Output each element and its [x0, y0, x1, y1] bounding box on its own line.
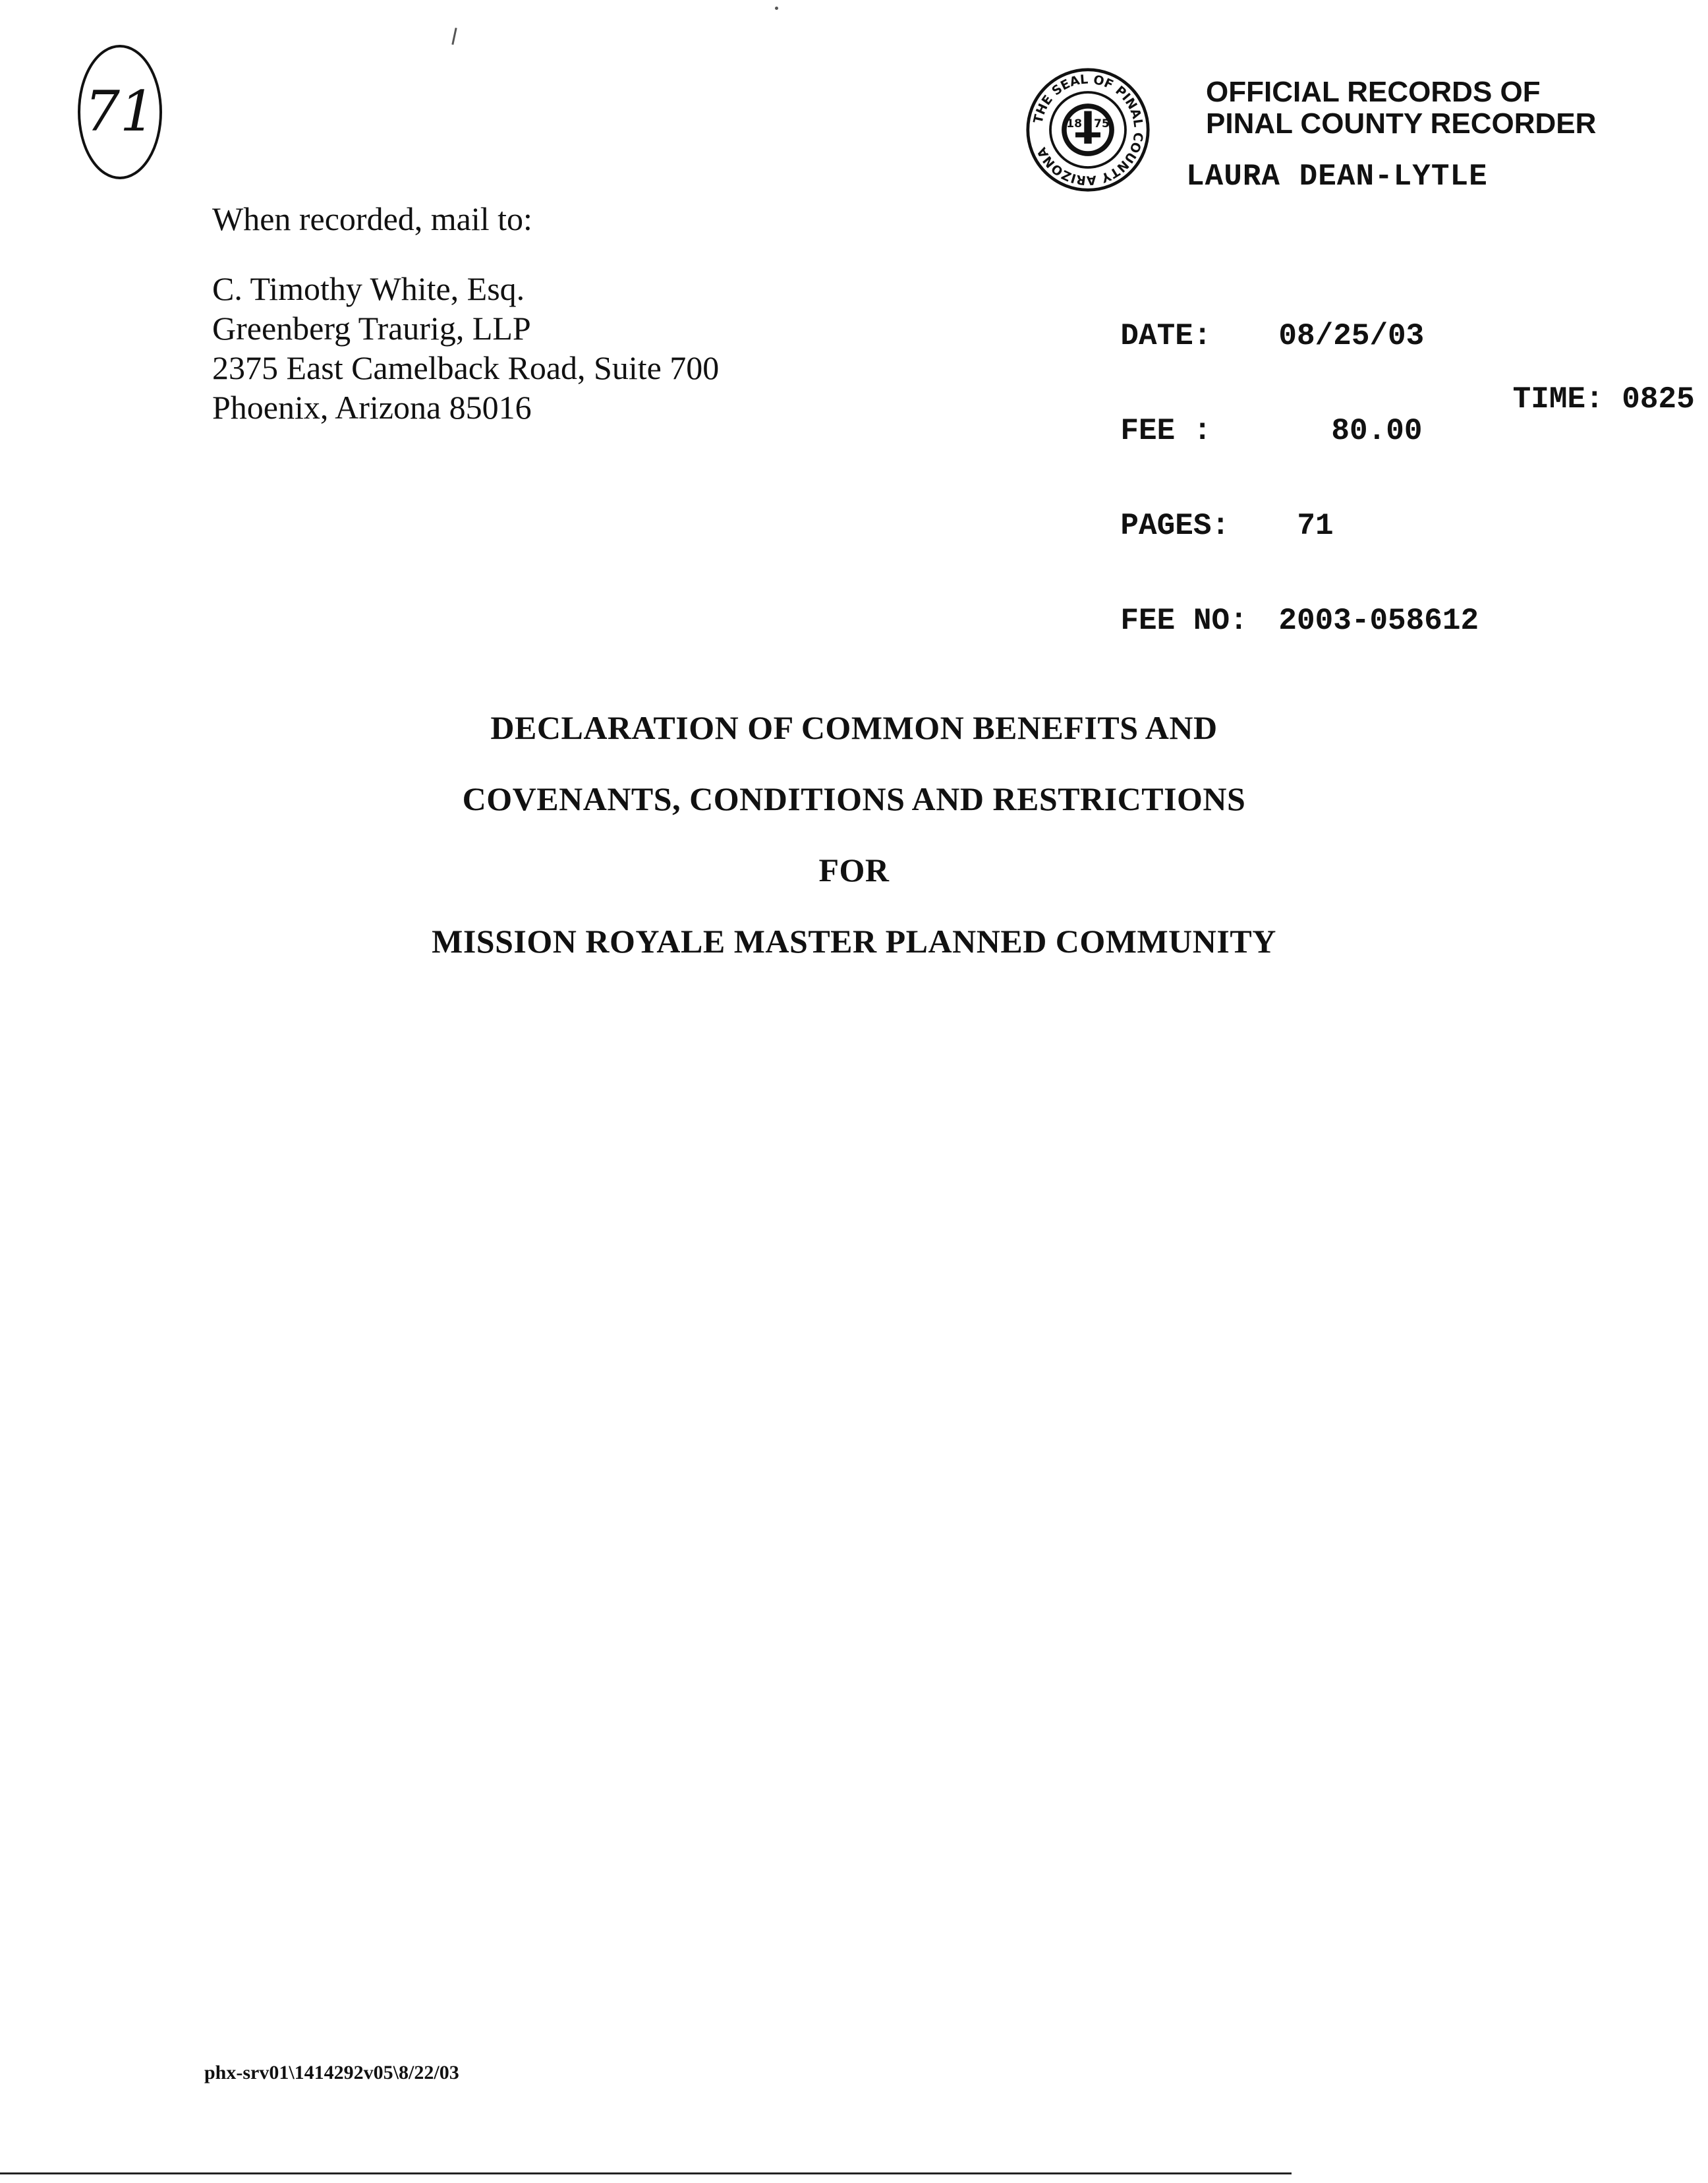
fee-no-row [1048, 573, 1479, 638]
mail-to-line: Phoenix, Arizona 85016 [212, 389, 532, 426]
recorder-title [1206, 76, 1596, 140]
seal-year-right: 75 [1094, 117, 1110, 131]
mail-to-line: C. Timothy White, Esq. [212, 270, 525, 307]
document-title [0, 692, 1708, 977]
time-label: TIME: [1512, 382, 1604, 417]
recording-info [1048, 225, 1695, 638]
pinal-county-seal [1025, 67, 1151, 192]
recorder-title-line: OFFICIAL RECORDS OF [1206, 76, 1541, 108]
title-line: MISSION ROYALE MASTER PLANNED COMMUNITY [432, 923, 1276, 960]
scan-speck [451, 28, 457, 45]
scan-speck [775, 7, 778, 10]
date-row [1048, 289, 1695, 417]
recorder-name: LAURA DEAN-LYTLE [1186, 160, 1488, 194]
pages-row [1048, 479, 1479, 543]
fee-value: 80.00 [1331, 414, 1423, 448]
seal-ring-text: THE SEAL OF PINAL COUNTY ARIZONA [1031, 72, 1146, 188]
time-value: 0825 [1622, 382, 1695, 417]
seal-year-left: 18 [1066, 117, 1082, 131]
mail-to-block [212, 199, 719, 427]
title-line: DECLARATION OF COMMON BENEFITS AND [490, 709, 1218, 746]
page-bottom-rule [0, 2172, 1292, 2174]
fee-row [1048, 384, 1479, 448]
fee-label: FEE : [1120, 414, 1212, 448]
fee-no-label: FEE NO: [1120, 604, 1248, 638]
mail-to-line: 2375 East Camelback Road, Suite 700 [212, 349, 720, 386]
date-value: 08/25/03 [1278, 319, 1425, 353]
document-reference: phx-srv01\1414292v05\8/22/03 [204, 2062, 459, 2083]
handwritten-note-text: 71 [84, 79, 156, 144]
mail-to-heading: When recorded, mail to: [212, 200, 532, 237]
recorder-title-line: PINAL COUNTY RECORDER [1206, 107, 1597, 140]
pages-label: PAGES: [1120, 509, 1230, 543]
mail-to-line: Greenberg Traurig, LLP [212, 310, 531, 347]
handwritten-page-count [74, 40, 166, 185]
title-line: FOR [818, 852, 890, 888]
fee-no-value: 2003-058612 [1278, 604, 1479, 638]
title-line: COVENANTS, CONDITIONS AND RESTRICTIONS [462, 780, 1246, 817]
pages-value: 71 [1297, 509, 1334, 543]
date-label: DATE: [1120, 319, 1212, 353]
